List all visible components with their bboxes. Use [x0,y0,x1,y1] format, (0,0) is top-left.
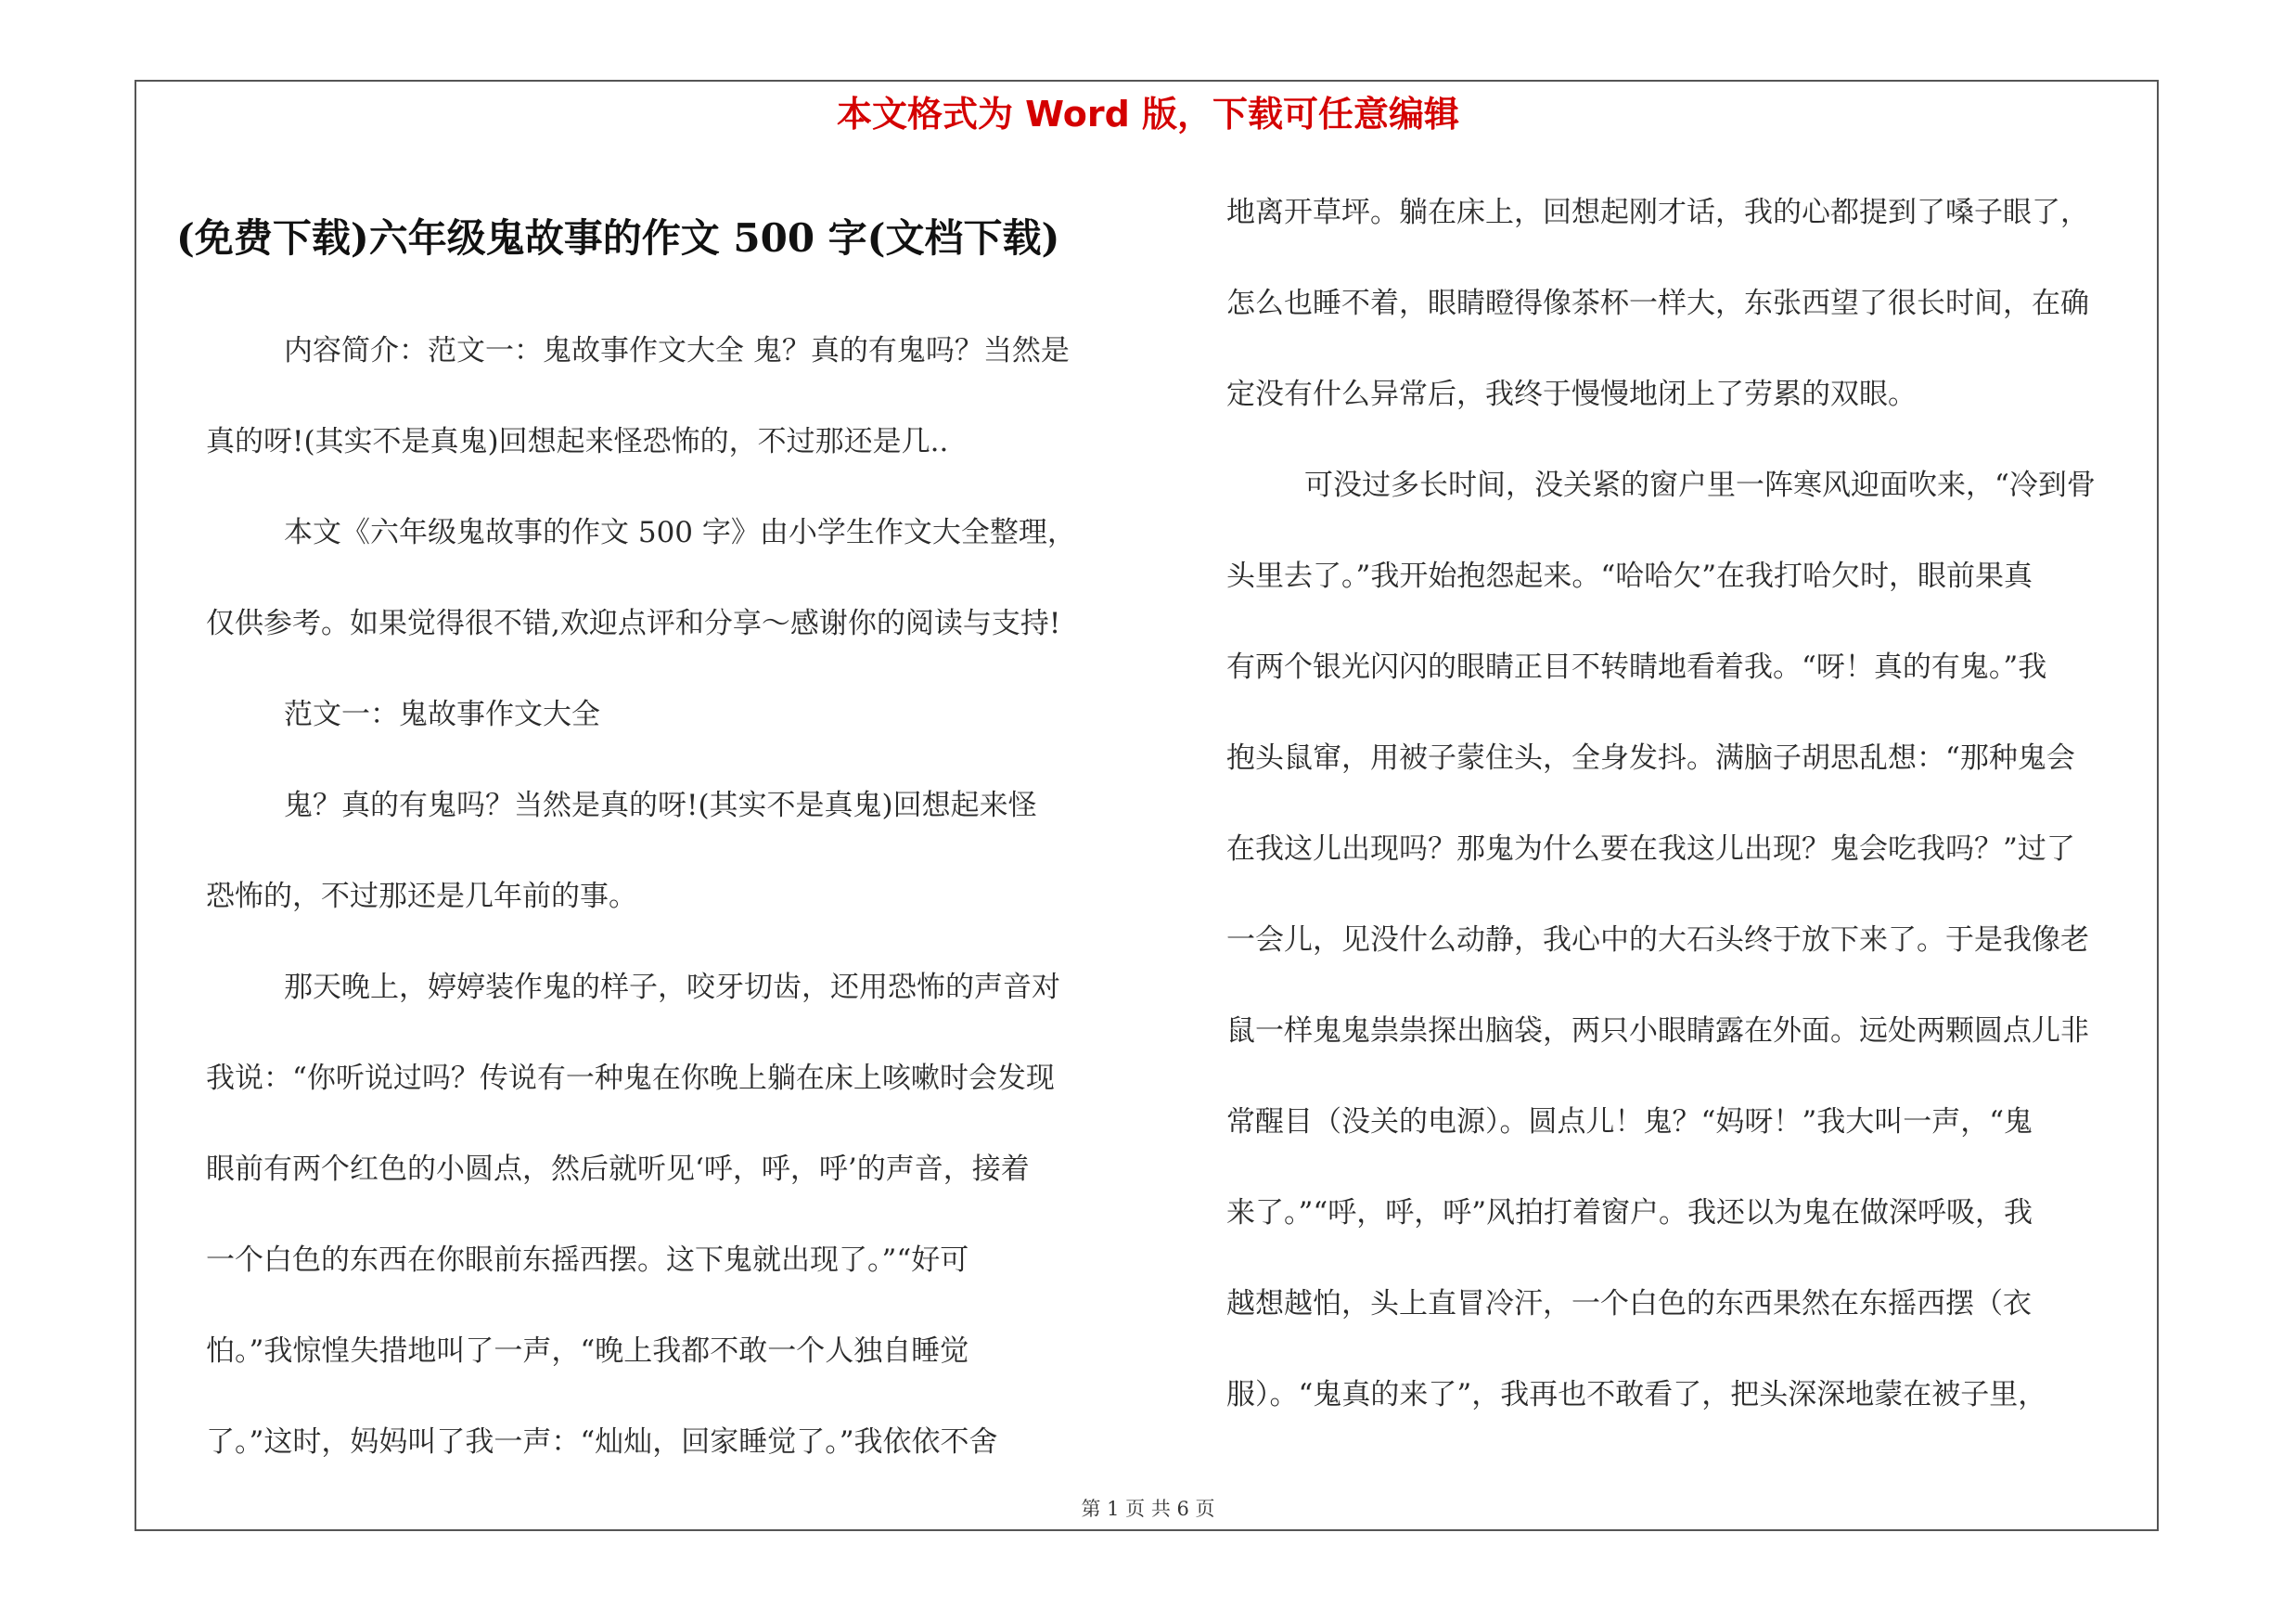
page-number-footer: 第 1 页 共 6 页 [1081,1498,1215,1520]
paragraph-line: 了。”这时，妈妈叫了我一声：“灿灿，回家睡觉了。”我依依不舍 [206,1425,998,1459]
paragraph-line: 眼前有两个红色的小圆点，然后就听见‘呼，呼，呼’的声音，接着 [206,1153,1030,1186]
paragraph-line: 鬼？真的有鬼吗？当然是真的呀!(其实不是真鬼)回想起来怪 [284,789,1037,822]
paragraph-line: 可没过多长时间，没关紧的窗户里一阵寒风迎面吹来，“冷到骨 [1304,469,2096,502]
paragraph-line: 鼠一样鬼鬼祟祟探出脑袋，两只小眼睛露在外面。远处两颗圆点儿非 [1226,1014,2089,1048]
paragraph-line: 本文《六年级鬼故事的作文 500 字》由小学生作文大全整理， [284,516,1076,549]
paragraph-line: 一会儿，见没什么动静，我心中的大石头终于放下来了。于是我像老 [1226,923,2089,957]
paragraph-line: 地离开草坪。躺在床上，回想起刚才话，我的心都提到了嗓子眼了， [1226,196,2089,229]
section-heading: 范文一：鬼故事作文大全 [284,698,600,731]
paragraph-line: 抱头鼠窜，用被子蒙住头，全身发抖。满脑子胡思乱想：“那种鬼会 [1226,741,2075,775]
paragraph-line: 怎么也睡不着，眼睛瞪得像茶杯一样大，东张西望了很长时间，在确 [1226,287,2089,320]
paragraph-line: 定没有什么异常后，我终于慢慢地闭上了劳累的双眼。 [1226,378,1917,411]
paragraph-line: 一个白色的东西在你眼前东摇西摆。这下鬼就出现了。”“好可 [206,1243,969,1277]
paragraph-line: 怕。”我惊惶失措地叫了一声，“晚上我都不敢一个人独自睡觉 [206,1334,969,1368]
paragraph-line: 服）。“鬼真的来了”，我再也不敢看了，把头深深地蒙在被子里， [1226,1378,2047,1411]
right-column [1226,167,2145,1440]
paragraph-line: 我说：“你听说过吗？传说有一种鬼在你晚上躺在床上咳嗽时会发现 [206,1062,1055,1095]
paragraph-line: 常醒目（没关的电源）。圆点儿！鬼？“妈呀！”我大叫一声，“鬼 [1226,1105,2033,1139]
left-column [206,305,1124,1488]
paragraph-line: 内容简介：范文一：鬼故事作文大全 鬼？真的有鬼吗？当然是 [284,334,1070,367]
paragraph-line: 仅供参考。如果觉得很不错,欢迎点评和分享～感谢你的阅读与支持! [206,607,1061,640]
paragraph-line: 越想越怕，头上直冒冷汗，一个白色的东西果然在东摇西摆（衣 [1226,1287,2032,1320]
paragraph-line: 在我这儿出现吗？那鬼为什么要在我这儿出现？鬼会吃我吗？”过了 [1226,832,2075,866]
document-title: (免费下载)六年级鬼故事的作文 500 字(文档下载) [176,215,1060,261]
paragraph-line: 真的呀!(其实不是真鬼)回想起来怪恐怖的，不过那还是几.. [206,425,949,458]
paragraph-line: 头里去了。”我开始抱怨起来。“哈哈欠”在我打哈欠时，眼前果真 [1226,560,2033,593]
word-format-banner: 本文格式为 Word 版，下载可任意编辑 [836,94,1460,135]
paragraph-line: 恐怖的，不过那还是几年前的事。 [206,880,637,913]
paragraph-line: 那天晚上，婷婷装作鬼的样子，咬牙切齿，还用恐怖的声音对 [284,971,1060,1004]
paragraph-line: 来了。”“呼，呼，呼”风拍打着窗户。我还以为鬼在做深呼吸，我 [1226,1196,2033,1230]
paragraph-line: 有两个银光闪闪的眼睛正目不转睛地看着我。“呀！真的有鬼。”我 [1226,650,2047,684]
